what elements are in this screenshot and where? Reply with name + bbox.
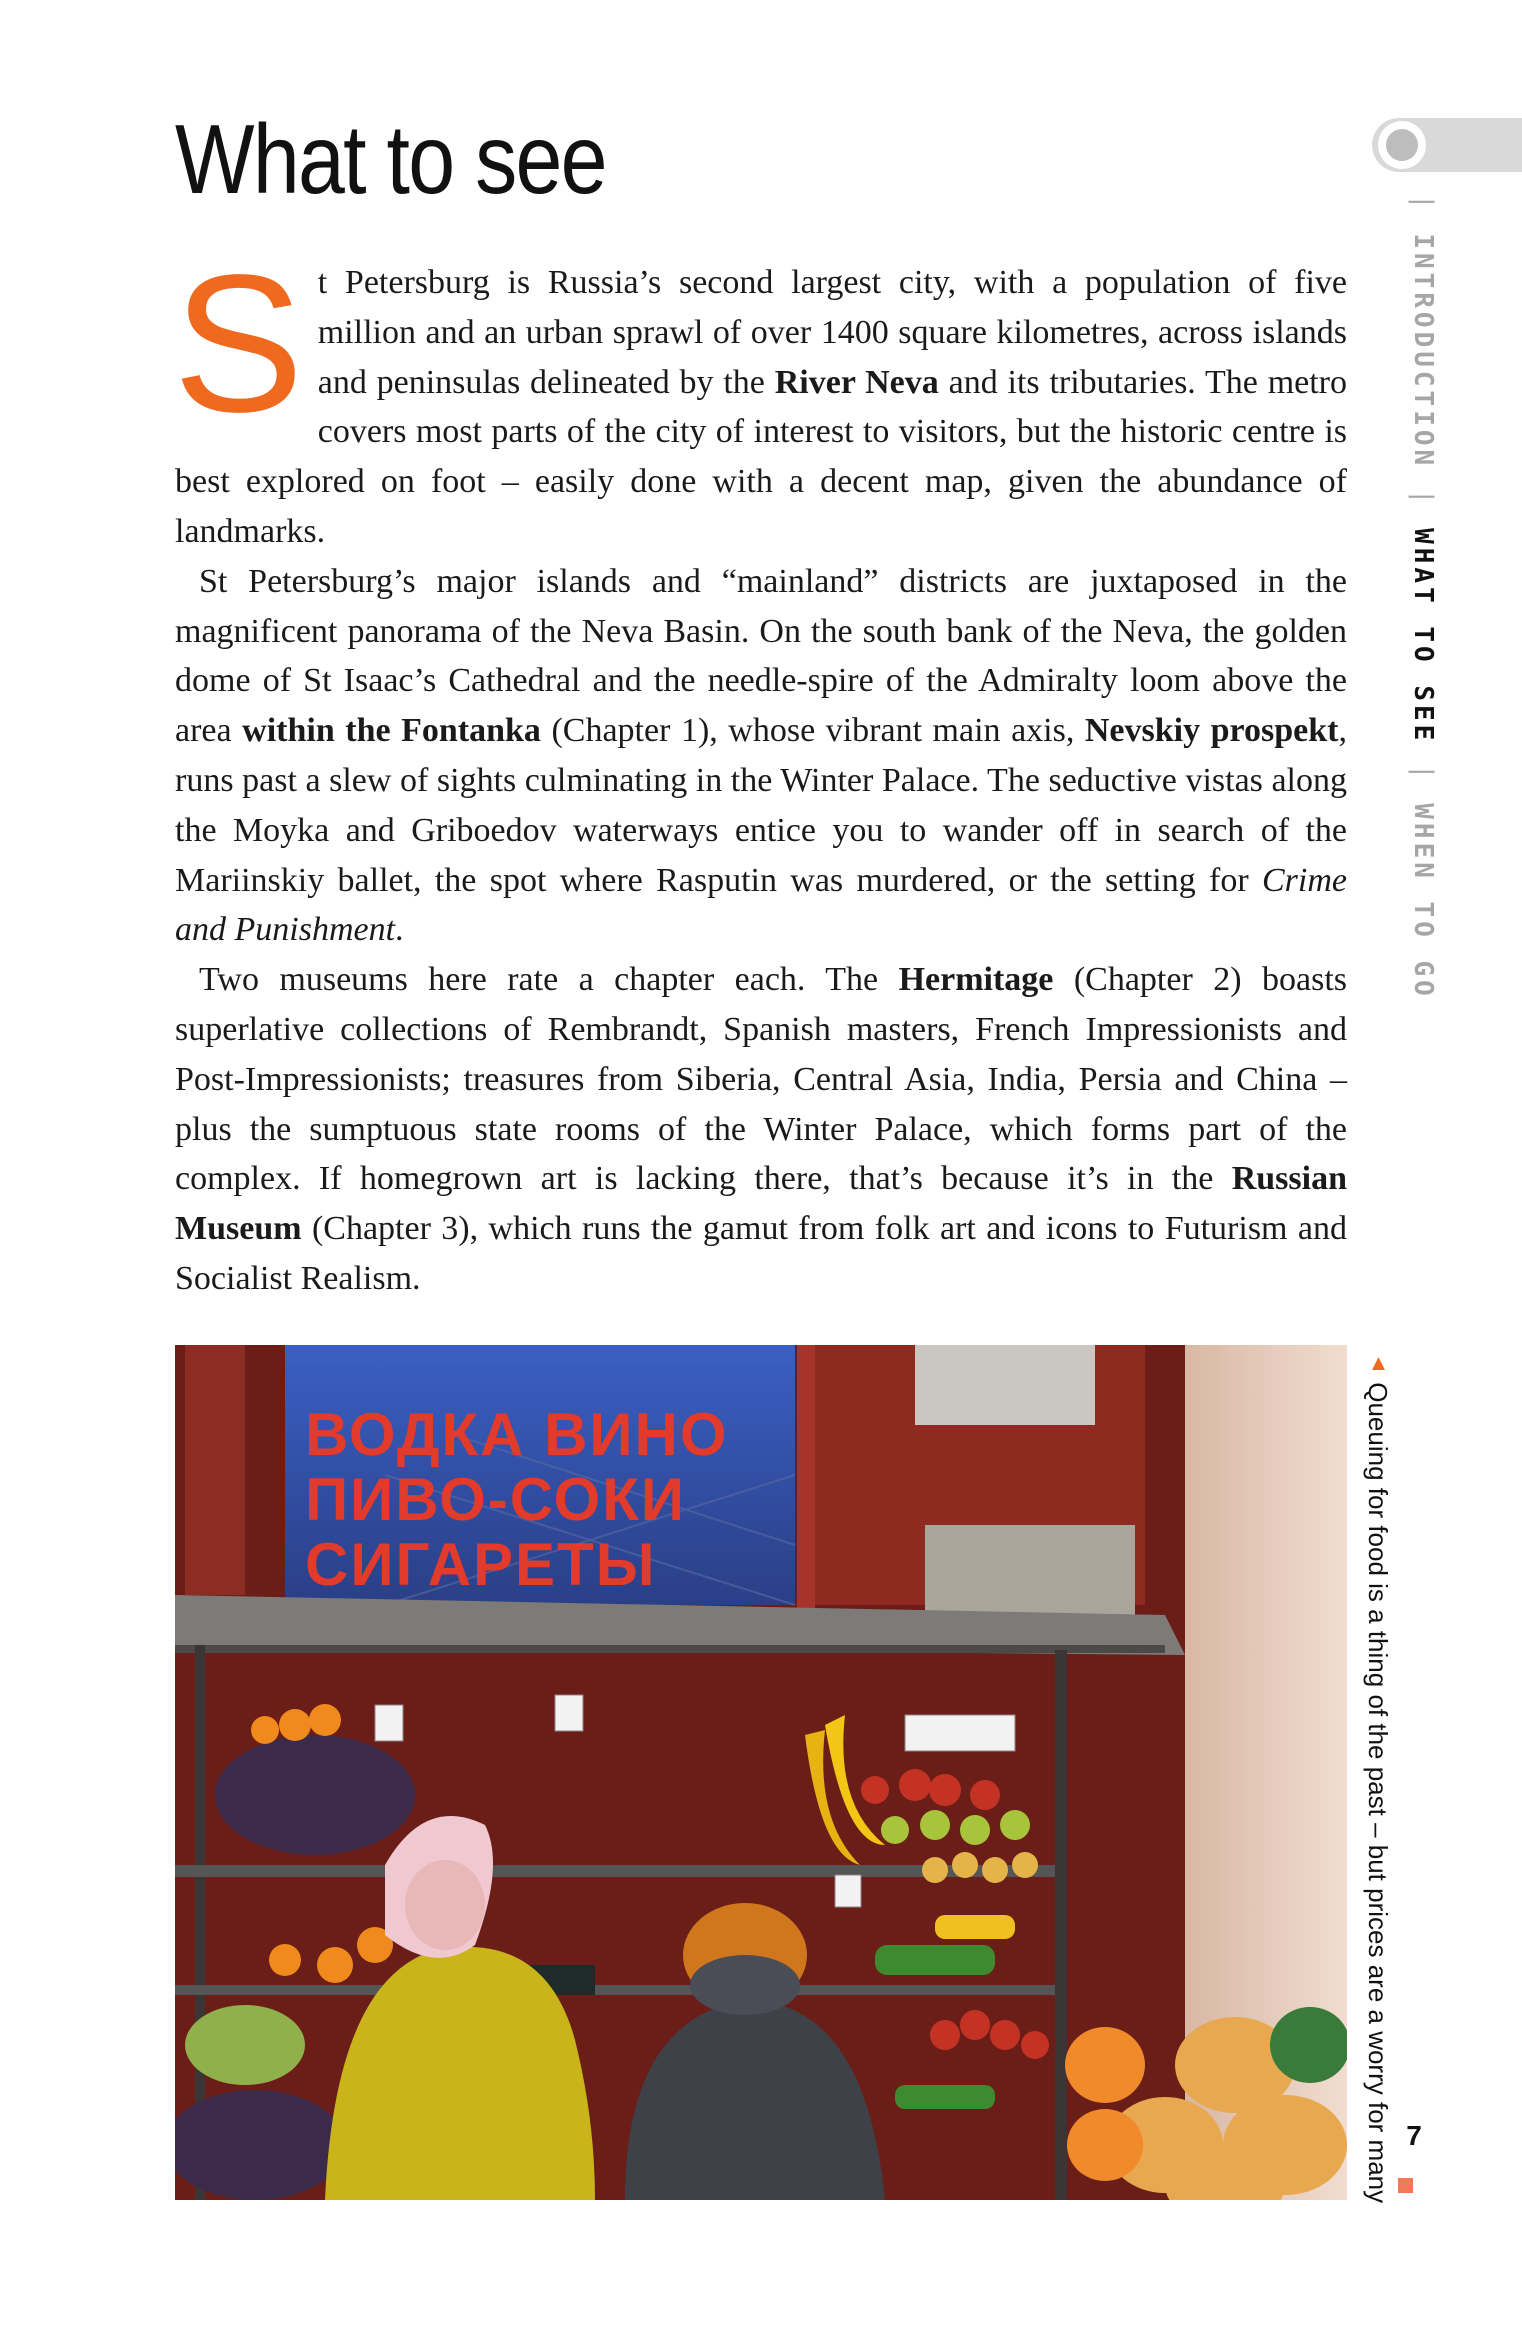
nav-separator: | [1408, 488, 1438, 509]
page-number: 7 [1406, 2120, 1422, 2151]
intro-paragraph-1 [173, 234, 1348, 557]
nav-separator: | [1408, 194, 1438, 214]
page-title: What to see [175, 104, 606, 214]
caption-marker-icon: ▲ [1366, 1350, 1391, 1375]
page-marker-icon [1398, 2178, 1413, 2193]
nav-item-what-to-see[interactable]: WHAT TO SEE [1408, 528, 1438, 745]
market-stall-photo [175, 1345, 1347, 2200]
caption-text: Queuing for food is a thing of the past – but prices are a worry for many [1363, 1382, 1393, 2204]
section-tab-dot-icon [1386, 129, 1418, 161]
sign-line-3: СИГАРЕТЫ [305, 1531, 657, 1598]
nav-separator: | [1408, 763, 1438, 784]
intro-paragraph-3 [175, 955, 1347, 1304]
sign-line-2: ПИВО-СОКИ [305, 1466, 686, 1533]
article-body [173, 234, 1348, 1304]
nav-item-when-to-go[interactable]: WHEN TO GO [1408, 803, 1438, 1000]
photo-caption [1362, 1350, 1393, 2203]
intro-paragraph-2 [175, 557, 1347, 955]
paragraph-runs: t Petersburg is Russia’s second largest city, with a population of five million and an urban sprawl of over 1400 square kilometres, across islands and peninsulas delineated by the River Neva and its tributaries. The metro covers most parts of the city of interest to visitors, but the historic centre is best explored on foot – easily done with a decent map, given the abundance of landmarks. [175, 264, 1348, 550]
drop-cap: S [173, 234, 304, 453]
sign-line-1: ВОДКА ВИНО [305, 1401, 729, 1468]
chapter-nav [1408, 194, 1438, 1000]
paragraph-runs: St Petersburg’s major islands and “mainland” districts are juxtaposed in the magnificent panorama of the Neva Basin. On the south bank of the Neva, the golden dome of St Isaac’s Cathedral and the needle-spire of the Admiralty loom above the area within the Fontanka (Chapter 1), whose vibrant main axis, Nevskiy prospekt, runs past a slew of sights culminating in the Winter Palace. The seductive vistas along the Moyka and Griboedov waterways entice you to wander off in search of the Mariinskiy ballet, the spot where Rasputin was murdered, or the setting for Crime and Punishment. [175, 562, 1347, 949]
nav-item-introduction[interactable]: INTRODUCTION [1408, 233, 1438, 470]
paragraph-runs: Two museums here rate a chapter each. The Hermitage (Chapter 2) boasts superlative collections of Rembrandt, Spanish masters, French Impressionists and Post-Impressionists; treasures from Siberia, Central Asia, India, Persia and China – plus the sumptuous state rooms of the Winter Palace, which forms part of the complex. If homegrown art is lacking there, that’s because it’s in the Russian Museum (Chapter 3), which runs the gamut from folk art and icons to Futurism and Socialist Realism. [175, 961, 1348, 1297]
